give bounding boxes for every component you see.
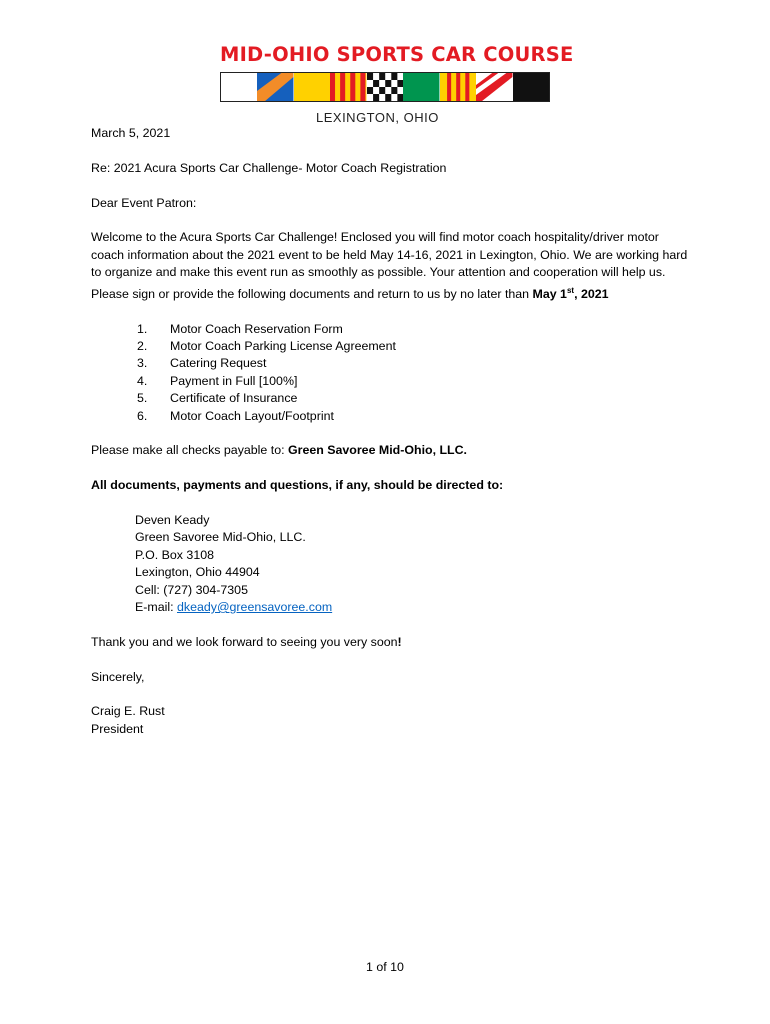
deadline	[533, 287, 609, 301]
contact-email-line	[135, 599, 691, 616]
closing: Sincerely,	[91, 669, 145, 684]
page-number: 1 of 10	[366, 960, 404, 974]
red-white-diagonal-flag-icon	[476, 73, 512, 101]
list-number: 6.	[137, 408, 148, 423]
red-yellow-striped-flag-icon	[330, 73, 366, 101]
yellow-flag-icon	[294, 73, 330, 101]
contact-cell: Cell: (727) 304-7305	[135, 582, 248, 597]
list-number: 2.	[137, 338, 148, 353]
list-item	[91, 338, 691, 355]
deadline-year: , 2021	[574, 286, 609, 301]
list-item	[91, 373, 691, 390]
list-text: Motor Coach Reservation Form	[170, 321, 343, 336]
checks-payable-line	[91, 442, 691, 459]
deadline-date: May 1	[532, 286, 567, 301]
racing-flags-banner	[220, 72, 550, 102]
green-flag-icon	[403, 73, 439, 101]
letter-body	[91, 125, 691, 738]
checks-prefix: Please make all checks payable to:	[91, 443, 288, 458]
list-text: Payment in Full [100%]	[170, 373, 298, 388]
list-number: 3.	[137, 356, 148, 371]
contact-name: Deven Keady	[135, 512, 210, 527]
letter-date: March 5, 2021	[91, 126, 171, 140]
required-documents-list	[91, 321, 691, 425]
contact-block	[91, 512, 691, 616]
checks-payee: Green Savoree Mid-Ohio, LLC.	[287, 443, 467, 458]
blue-orange-diagonal-flag-icon	[257, 73, 293, 101]
contact-company: Green Savoree Mid-Ohio, LLC.	[135, 530, 306, 545]
contact-city: Lexington, Ohio 44904	[135, 565, 260, 580]
list-number: 1.	[137, 321, 148, 336]
letterhead	[220, 43, 574, 125]
list-item	[91, 408, 691, 425]
brand-title: MID-OHIO SPORTS CAR COURSE	[220, 43, 574, 66]
intro-text: Welcome to the Acura Sports Car Challenge! Enclosed you will find motor coach hospitality/driver motor coach information about the 2021 event to be held May 14-16, 2021 in Lexington, Ohio. We are working hard to organize and make this event run as smoothly as possible. Your attention and cooperation will help us. Please sign or provide the following documents and return to us by no later than	[91, 230, 688, 301]
white-flag-icon	[221, 73, 257, 101]
list-number: 5.	[137, 391, 148, 406]
list-number: 4.	[137, 373, 148, 388]
letter-subject: Re: 2021 Acura Sports Car Challenge- Motor Coach Registration	[91, 160, 447, 175]
brand-city: LEXINGTON, OHIO	[316, 110, 439, 125]
letter-intro-paragraph	[91, 229, 691, 303]
letter-salutation: Dear Event Patron:	[91, 195, 197, 210]
thanks-line	[91, 634, 691, 651]
list-item	[91, 390, 691, 407]
checkered-flag-icon	[367, 73, 403, 101]
yellow-red-vertical-striped-flag-icon	[440, 73, 476, 101]
thanks-mark: !	[397, 634, 402, 649]
black-flag-icon	[513, 73, 549, 101]
list-item	[91, 355, 691, 372]
signer-name: Craig E. Rust	[91, 704, 165, 719]
list-text: Certificate of Insurance	[170, 391, 298, 406]
email-label: E-mail:	[135, 599, 177, 614]
signer-title: President	[91, 721, 144, 736]
list-text: Catering Request	[170, 356, 267, 371]
deadline-ordinal: st	[566, 285, 575, 295]
contact-po-box: P.O. Box 3108	[135, 547, 214, 562]
thanks-text: Thank you and we look forward to seeing you very soon	[91, 634, 398, 649]
email-link[interactable]: dkeady@greensavoree.com	[177, 599, 333, 614]
list-text: Motor Coach Layout/Footprint	[170, 408, 334, 423]
list-text: Motor Coach Parking License Agreement	[170, 338, 396, 353]
directed-heading-text: All documents, payments and questions, if any, should be directed to:	[91, 478, 504, 493]
list-item	[91, 321, 691, 338]
directed-to-heading	[91, 477, 691, 494]
